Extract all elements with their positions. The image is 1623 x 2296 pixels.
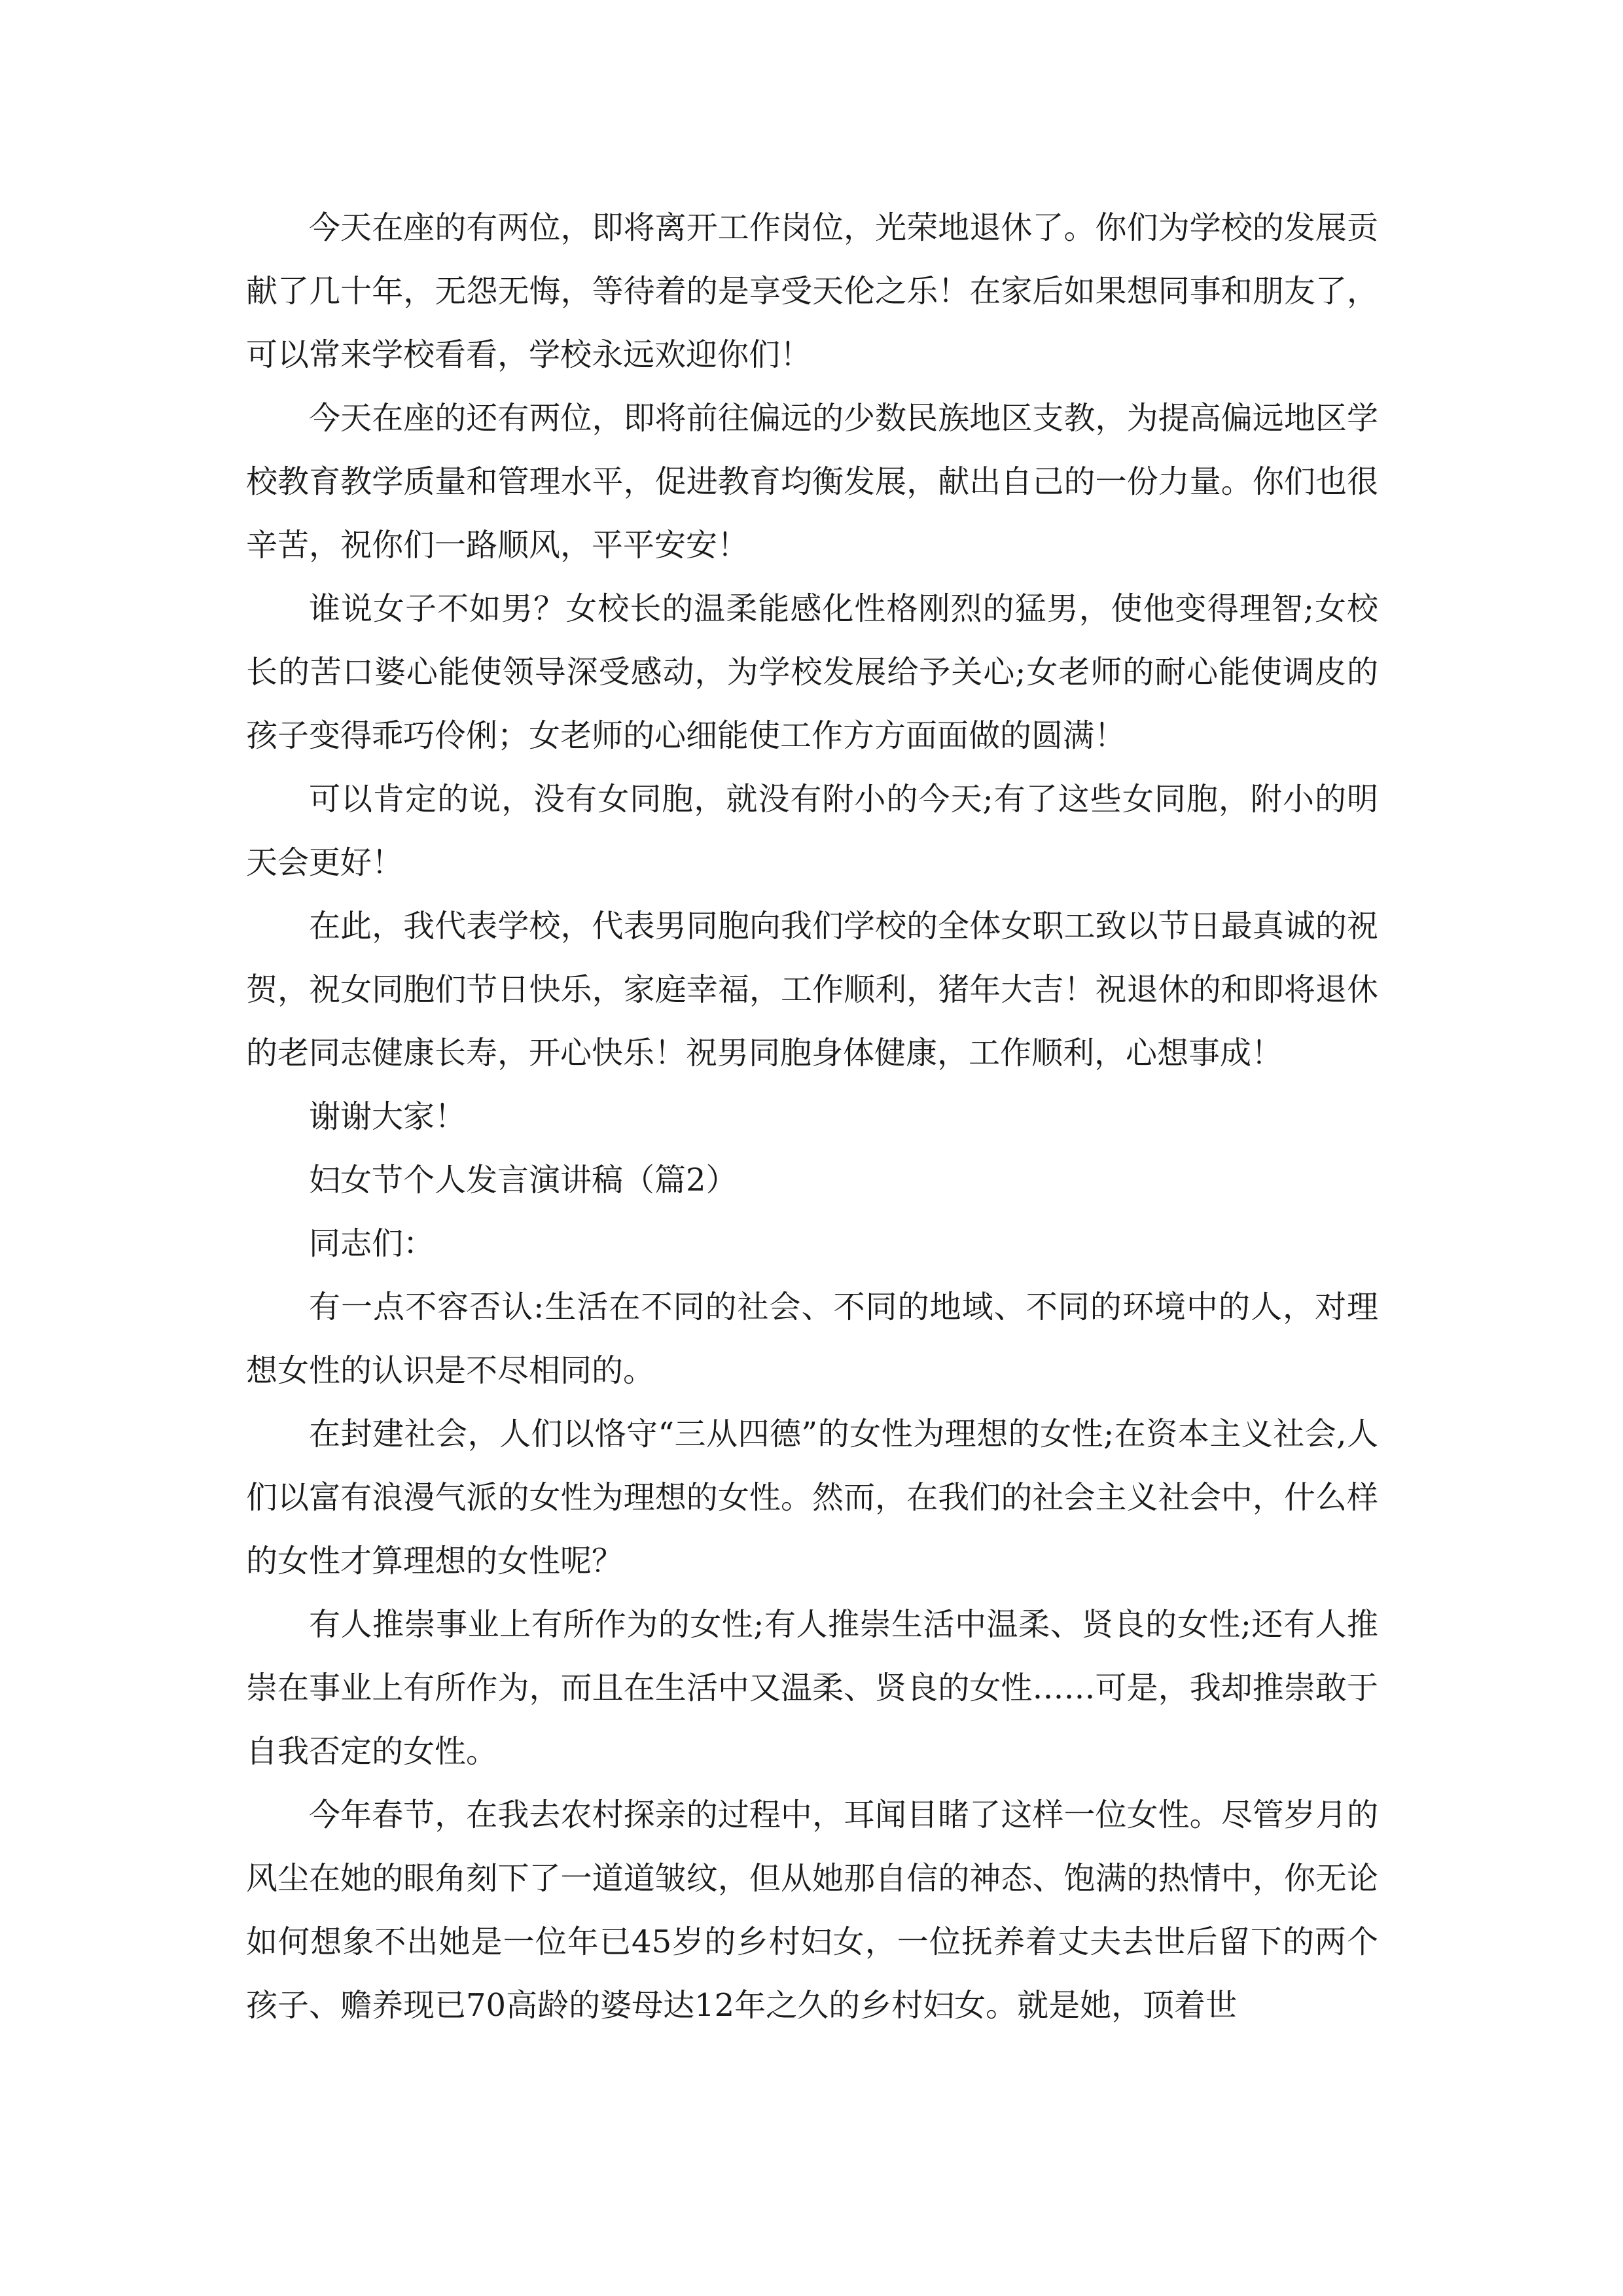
paragraph: 谁说女子不如男？女校长的温柔能感化性格刚烈的猛男，使他变得理智;女校长的苦口婆心能使领导深受感动，为学校发展给予关心;女老师的耐心能使调皮的孩子变得乖巧伶俐；女老师的心细能使工作方方面面做的圆满！ <box>246 590 1378 754</box>
paragraph: 有一点不容否认:生活在不同的社会、不同的地域、不同的环境中的人，对理想女性的认识是不尽相同的。 <box>246 1289 1378 1389</box>
paragraph: 谢谢大家！ <box>309 1098 467 1135</box>
section-heading: 妇女节个人发言演讲稿（篇2） <box>309 1162 738 1198</box>
paragraph: 今天在座的有两位，即将离开工作岗位，光荣地退休了。你们为学校的发展贡献了几十年，无怨无悔，等待着的是享受天伦之乐！在家后如果想同事和朋友了，可以常来学校看看，学校永远欢迎你们！ <box>246 209 1378 373</box>
document-body <box>246 196 1378 2037</box>
paragraph: 在封建社会，人们以恪守“三从四德”的女性为理想的女性;在资本主义社会,人们以富有浪漫气派的女性为理想的女性。然而，在我们的社会主义社会中，什么样的女性才算理想的女性呢？ <box>246 1416 1378 1579</box>
paragraph: 可以肯定的说，没有女同胞，就没有附小的今天;有了这些女同胞，附小的明天会更好！ <box>246 781 1378 881</box>
paragraph: 在此，我代表学校，代表男同胞向我们学校的全体女职工致以节日最真诚的祝贺，祝女同胞们节日快乐，家庭幸福，工作顺利，猪年大吉！祝退休的和即将退休的老同志健康长寿，开心快乐！祝男同胞身体健康，工作顺利，心想事成！ <box>246 908 1378 1071</box>
paragraph: 今年春节，在我去农村探亲的过程中，耳闻目睹了这样一位女性。尽管岁月的风尘在她的眼角刻下了一道道皱纹，但从她那自信的神态、饱满的热情中，你无论如何想象不出她是一位年已45岁的乡村妇女，一位抚养着丈夫去世后留下的两个孩子、赡养现已70高龄的婆母达12年之久的乡村妇女。就是她，顶着世 <box>246 1797 1378 2024</box>
paragraph: 有人推崇事业上有所作为的女性;有人推崇生活中温柔、贤良的女性;还有人推崇在事业上有所作为，而且在生活中又温柔、贤良的女性……可是，我却推崇敢于自我否定的女性。 <box>246 1606 1378 1770</box>
salutation: 同志们： <box>309 1225 435 1262</box>
paragraph: 今天在座的还有两位，即将前往偏远的少数民族地区支教，为提高偏远地区学校教育教学质量和管理水平，促进教育均衡发展，献出自己的一份力量。你们也很辛苦，祝你们一路顺风，平平安安！ <box>246 400 1378 564</box>
